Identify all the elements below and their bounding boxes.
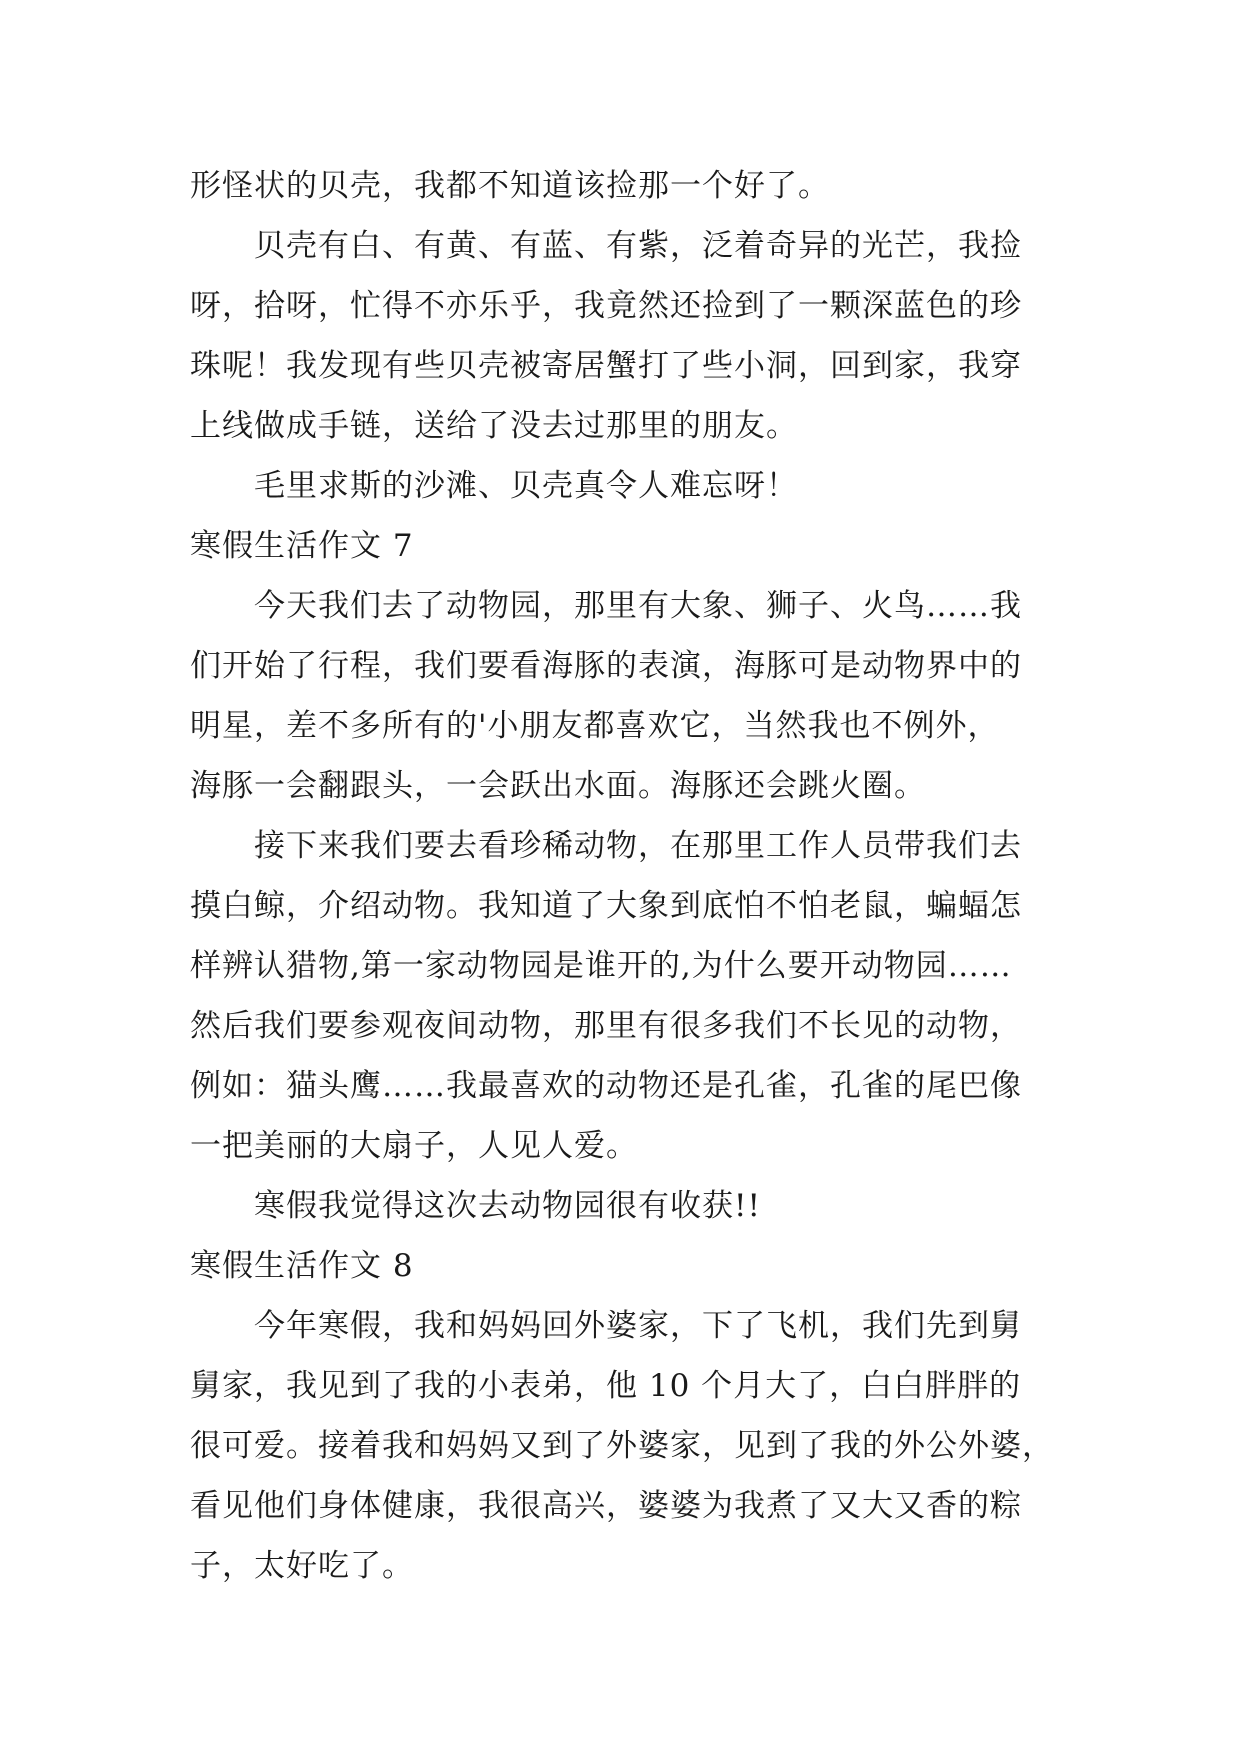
section-heading: 寒假生活作文 8	[190, 1248, 414, 1284]
section-heading: 寒假生活作文 7	[190, 528, 414, 564]
text-line: 然后我们要参观夜间动物，那里有很多我们不长见的动物，	[190, 1008, 1022, 1044]
text-line: 一把美丽的大扇子，人见人爱。	[190, 1128, 638, 1164]
text-line: 们开始了行程，我们要看海豚的表演，海豚可是动物界中的	[190, 648, 1022, 684]
text-line: 很可爱。接着我和妈妈又到了外婆家，见到了我的外公外婆，	[190, 1428, 1054, 1464]
text-line: 今年寒假，我和妈妈回外婆家，下了飞机，我们先到舅	[254, 1308, 1022, 1344]
text-line: 接下来我们要去看珍稀动物，在那里工作人员带我们去	[254, 828, 1022, 864]
text-line: 今天我们去了动物园，那里有大象、狮子、火鸟……我	[254, 588, 1022, 624]
text-line: 摸白鲸，介绍动物。我知道了大象到底怕不怕老鼠，蝙蝠怎	[190, 888, 1022, 924]
text-line: 明星，差不多所有的'小朋友都喜欢它，当然我也不例外，	[190, 708, 1000, 744]
text-line: 上线做成手链，送给了没去过那里的朋友。	[190, 408, 798, 444]
text-line: 海豚一会翻跟头，一会跃出水面。海豚还会跳火圈。	[190, 768, 926, 804]
text-line: 舅家，我见到了我的小表弟，他 10 个月大了，白白胖胖的	[190, 1368, 1022, 1404]
text-line: 毛里求斯的沙滩、贝壳真令人难忘呀！	[254, 468, 798, 504]
text-line: 形怪状的贝壳，我都不知道该捡那一个好了。	[190, 168, 830, 204]
text-line: 样辨认猎物,第一家动物园是谁开的,为什么要开动物园……	[190, 948, 1012, 984]
text-line: 例如：猫头鹰……我最喜欢的动物还是孔雀，孔雀的尾巴像	[190, 1068, 1022, 1104]
text-line: 子，太好吃了。	[190, 1548, 414, 1584]
text-line: 呀，拾呀，忙得不亦乐乎，我竟然还捡到了一颗深蓝色的珍	[190, 288, 1022, 324]
text-line: 珠呢！我发现有些贝壳被寄居蟹打了些小洞，回到家，我穿	[190, 348, 1022, 384]
text-line: 看见他们身体健康，我很高兴，婆婆为我煮了又大又香的粽	[190, 1488, 1022, 1524]
text-line: 寒假我觉得这次去动物园很有收获!!	[254, 1188, 761, 1224]
document-body	[190, 156, 1070, 1596]
text-line: 贝壳有白、有黄、有蓝、有紫，泛着奇异的光芒，我捡	[254, 228, 1022, 264]
